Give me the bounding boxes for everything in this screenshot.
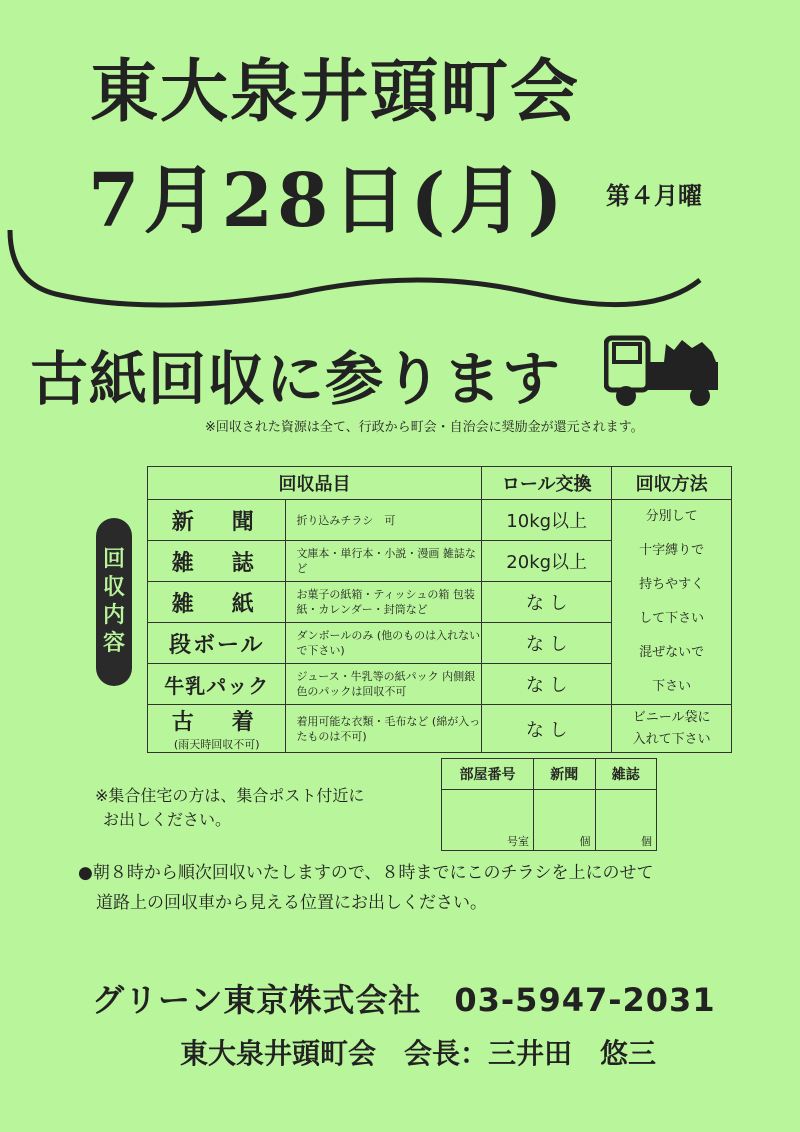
roll-exchange: な し xyxy=(482,582,612,623)
header-items: 回収品目 xyxy=(148,467,482,500)
item-desc: 文庫本・単行本・小説・漫画 雑誌など xyxy=(286,541,482,582)
roll-exchange: な し xyxy=(482,623,612,664)
roll-exchange: 20kg以上 xyxy=(482,541,612,582)
week-label: 第４月曜 xyxy=(606,182,702,210)
room-count-table xyxy=(441,758,657,851)
apartment-note: ※集合住宅の方は、集合ポスト付近に お出しください。 xyxy=(95,786,365,829)
method-cell-clothes: ビニール袋に 入れて下さい xyxy=(612,705,732,753)
page-title: 東大泉井頭町会 xyxy=(90,53,581,132)
item-name: 段ボール xyxy=(148,623,286,664)
item-desc: 折り込みチラシ 可 xyxy=(286,500,482,541)
item-name: 新 聞 xyxy=(148,500,286,541)
magazine-count-field: 個 xyxy=(595,790,657,851)
roll-exchange: 10kg以上 xyxy=(482,500,612,541)
room-number-field: 号室 xyxy=(442,790,534,851)
header-method: 回収方法 xyxy=(612,467,732,500)
collection-items-table xyxy=(147,466,732,753)
item-desc: お菓子の紙箱・ティッシュの箱 包装紙・カレンダー・封筒など xyxy=(286,582,482,623)
roll-exchange: な し xyxy=(482,705,612,753)
table-row xyxy=(148,500,732,541)
item-desc: ジュース・牛乳等の紙パック 内側銀色のパックは回収不可 xyxy=(286,664,482,705)
collection-date: 7月28日(月) xyxy=(88,158,567,244)
header-room: 部屋番号 xyxy=(442,759,534,790)
item-name: 雑 誌 xyxy=(148,541,286,582)
collection-instructions: ●朝８時から順次回収いたしますので、８時までにこのチラシを上にのせて 道路上の回収車から見える位置にお出しください。 xyxy=(78,863,654,913)
item-name: 牛乳パック xyxy=(148,664,286,705)
item-desc: ダンボールのみ (他のものは入れないで下さい) xyxy=(286,623,482,664)
collection-contents-label: 回 収 内 容 xyxy=(96,518,132,686)
table-row xyxy=(148,705,732,753)
headline: 古紙回収に参ります xyxy=(30,345,562,413)
newspaper-count-field: 個 xyxy=(534,790,596,851)
item-name: 古 着 (雨天時回収不可) xyxy=(148,705,286,753)
roll-exchange: な し xyxy=(482,664,612,705)
header-newspaper: 新聞 xyxy=(534,759,596,790)
reward-note: ※回収された資源は全て、行政から町会・自治会に奨励金が還元されます。 xyxy=(205,420,644,435)
company-contact: グリーン東京株式会社 03-5947-2031 xyxy=(92,981,716,1019)
item-desc: 着用可能な衣類・毛布など (綿が入ったものは不可) xyxy=(286,705,482,753)
association-chair: 東大泉井頭町会 会長：三井田 悠三 xyxy=(180,1037,657,1070)
item-sub-note: (雨天時回収不可) xyxy=(173,738,260,751)
header-roll-exchange: ロール交換 xyxy=(482,467,612,500)
wave-divider xyxy=(0,225,800,315)
truck-icon xyxy=(604,330,722,410)
item-name: 雑 紙 xyxy=(148,582,286,623)
header-magazine: 雑誌 xyxy=(595,759,657,790)
method-cell: 分別して 十字縛りで 持ちやすく して下さい 混ぜないで 下さい xyxy=(612,500,732,705)
